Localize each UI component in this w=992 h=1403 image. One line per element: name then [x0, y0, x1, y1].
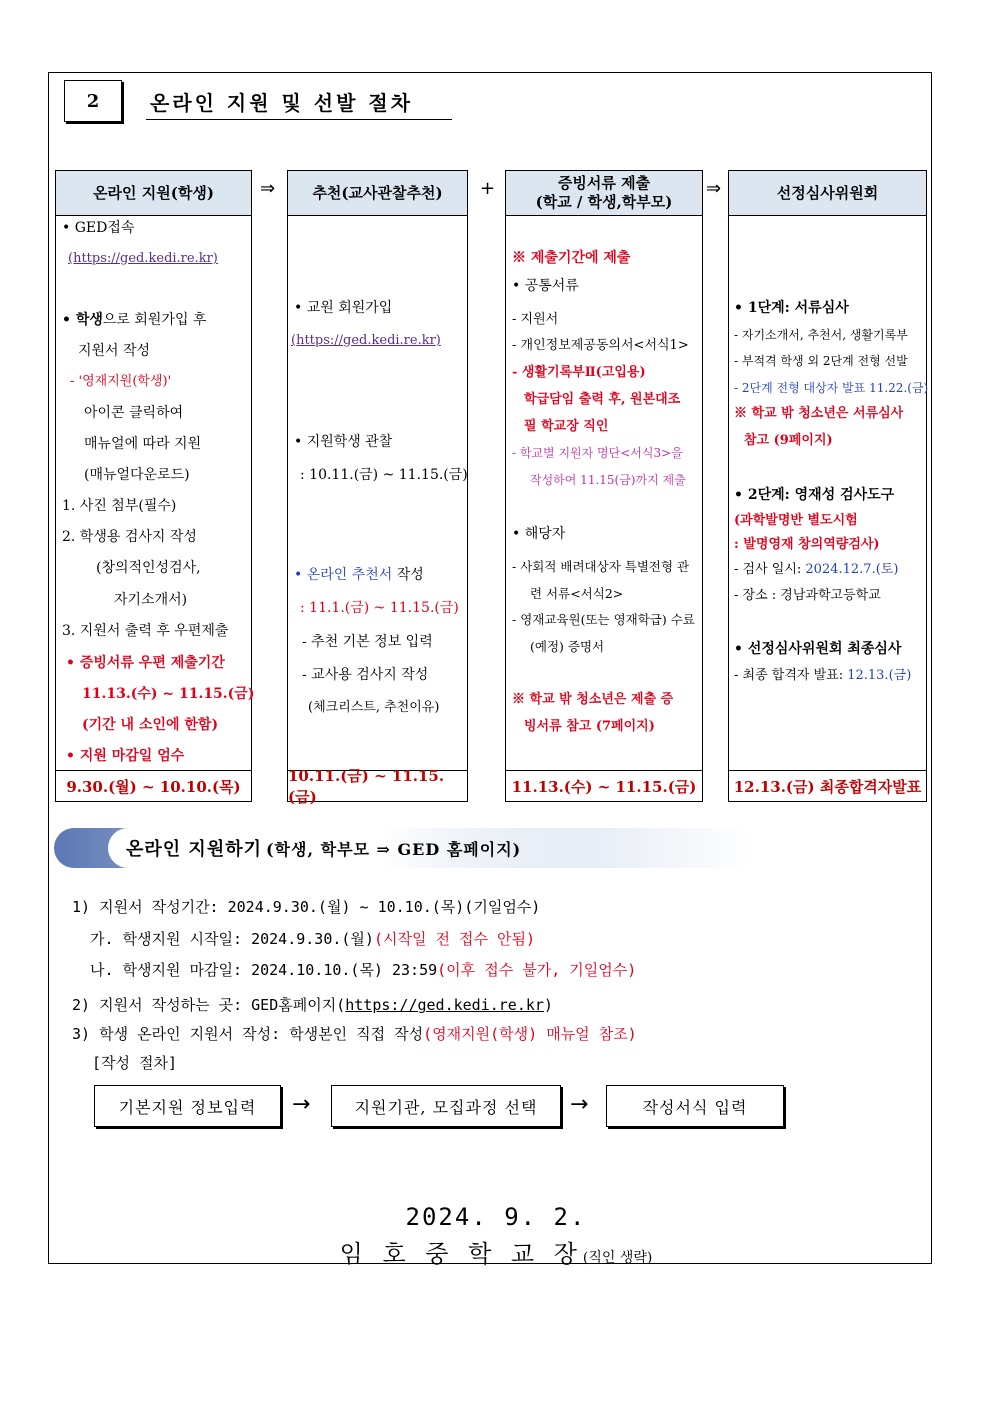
text-line: 11.13.(수) ~ 11.15.(금) — [82, 686, 255, 702]
column-header-line: (학교 / 학생,학부모) — [535, 193, 673, 211]
step-arrow: → — [292, 1092, 311, 1117]
text-line: (기간 내 소인에 한함) — [82, 717, 219, 733]
text-line: 2. 학생용 검사지 작성 — [62, 529, 197, 545]
text-line: - 개인정보제공동의서<서식1> — [512, 338, 689, 353]
text-line: • 선정심사위원회 최종심사 — [734, 641, 902, 657]
text-line: (예정) 증명서 — [530, 639, 605, 654]
text-line: - 부적격 학생 외 2단계 전형 선발 — [734, 354, 908, 368]
text-line: • GED접속 — [62, 220, 135, 236]
banner-main: 온라인 지원하기 — [126, 839, 262, 860]
text-blue: 2024.12.7.(토) — [805, 562, 899, 577]
text-line — [294, 566, 424, 584]
text-line: - 생활기록부Ⅱ(고입용) — [512, 365, 646, 380]
body-text-red: (영재지원(학생) 매뉴얼 참조) — [423, 1025, 637, 1043]
plus-sign: + — [480, 178, 496, 199]
arrow-2: ⇒ — [706, 178, 722, 199]
text-line: 작성 — [392, 567, 424, 583]
text-line: 학급담임 출력 후, 원본대조 — [524, 392, 681, 407]
step-form-input: 작성서식 입력 — [606, 1085, 784, 1127]
text-line: • 지원 마감일 엄수 — [66, 748, 185, 764]
text-line — [62, 311, 206, 329]
section-number: 2 — [64, 80, 122, 122]
text-line: : 10.11.(금) ~ 11.15.(금) — [300, 467, 468, 483]
banner-title — [108, 828, 608, 868]
text-line: (매뉴얼다운로드) — [84, 467, 190, 483]
body-line — [72, 994, 553, 1015]
text-line — [734, 667, 911, 685]
text-line: - 자기소개서, 추천서, 생활기록부 — [734, 328, 908, 342]
body-line: [작성 절차] — [92, 1054, 178, 1072]
text-line: - 최종 합격자 발표: — [734, 668, 848, 683]
step-select-institution: 지원기관, 모집과정 선택 — [331, 1085, 561, 1127]
text-line: 지원서 작성 — [78, 343, 151, 359]
text-line: - '영재지원(학생)' — [70, 374, 172, 389]
signer-line — [0, 1234, 992, 1269]
text-line: - 학교별 지원자 명단<서식3>을 — [512, 446, 683, 460]
text-line: : 발명영재 창의역량검사) — [734, 537, 880, 552]
ged-link[interactable]: (https://ged.kedi.re.kr) — [291, 333, 441, 348]
body-line — [90, 928, 535, 949]
text-blue: • 온라인 추천서 — [294, 567, 393, 583]
signer-name: 임 호 중 학 교 장 — [339, 1240, 583, 1268]
body-text: 2) 지원서 작성하는 곳: GED홈페이지( — [72, 996, 346, 1014]
text-line: 매뉴얼에 따라 지원 — [84, 436, 202, 452]
ged-link[interactable]: (https://ged.kedi.re.kr) — [68, 251, 218, 266]
body-text: ) — [543, 996, 553, 1014]
section-title: 온라인 지원 및 선발 절차 — [146, 84, 452, 120]
text-line: - 영재교육원(또는 영재학급) 수료 — [512, 612, 695, 627]
body-text: 나. 학생지원 마감일: 2024.10.10.(목) 23:59 — [90, 961, 438, 979]
column-header — [506, 171, 702, 216]
column-period: 11.13.(수) ~ 11.15.(금) — [506, 770, 702, 801]
text-line: - 장소 : 경남과학고등학교 — [734, 588, 881, 603]
text-line: (창의적인성검사, — [96, 560, 201, 576]
text-line: • 해당자 — [512, 526, 566, 542]
text-line: - 2단계 전형 대상자 발표 11.22.(금) — [734, 381, 929, 395]
text-line: • 공통서류 — [512, 278, 579, 294]
text-blue: 12.13.(금) — [847, 668, 912, 683]
text-line: • 증빙서류 우편 제출기간 — [66, 655, 225, 671]
column-period: 12.13.(금) 최종합격자발표 — [729, 770, 926, 801]
column-period: 9.30.(월) ~ 10.10.(목) — [56, 770, 251, 801]
column-period: 10.11.(금) ~ 11.15.(금) — [288, 770, 467, 801]
text-line: - 교사용 검사지 작성 — [302, 667, 429, 683]
text-bold: • 학생 — [62, 312, 103, 328]
column-header-line: 증빙서류 제출 — [557, 174, 651, 192]
text-line: 작성하여 11.15(금)까지 제출 — [530, 473, 686, 487]
column-header: 추천(교사관찰추천) — [288, 171, 467, 216]
text-line: • 교원 회원가입 — [294, 300, 393, 316]
seal-note: (직인 생략) — [582, 1250, 653, 1266]
text-line: 으로 회원가입 후 — [102, 312, 207, 328]
text-line: : 11.1.(금) ~ 11.15.(금) — [300, 600, 459, 616]
body-line: 1) 지원서 작성기간: 2024.9.30.(월) ~ 10.10.(목)(기일엄수) — [72, 898, 541, 916]
text-line: - 지원서 — [512, 312, 559, 327]
body-line — [90, 959, 636, 980]
text-line: ※ 학교 밖 청소년은 서류심사 — [734, 406, 904, 421]
column-header: 온라인 지원(학생) — [56, 171, 251, 216]
column-header: 선정심사위원회 — [729, 171, 926, 216]
text-line: • 1단계: 서류심사 — [734, 300, 849, 316]
text-line: 아이콘 클릭하여 — [84, 405, 184, 421]
body-text: 가. 학생지원 시작일: 2024.9.30.(월) — [90, 930, 374, 948]
arrow-1: ⇒ — [260, 178, 276, 199]
banner-sub: (학생, 학부모 ⇒ GED 홈페이지) — [265, 839, 522, 859]
text-line: - 추천 기본 정보 입력 — [302, 634, 433, 650]
text-line: 1. 사진 첨부(필수) — [62, 498, 177, 514]
text-line: • 지원학생 관찰 — [294, 434, 393, 450]
text-line: ※ 제출기간에 제출 — [512, 250, 631, 266]
body-text-red: (이후 접수 불가, 기일엄수) — [437, 961, 637, 979]
text-line: 필 학교장 직인 — [524, 419, 609, 434]
body-text-red: (시작일 전 접수 안됨) — [373, 930, 536, 948]
ged-link[interactable]: https://ged.kedi.re.kr — [345, 996, 544, 1014]
text-line: - 사회적 배려대상자 특별전형 관 — [512, 559, 690, 574]
text-line: ※ 학교 밖 청소년은 제출 증 — [512, 692, 674, 707]
text-line — [734, 561, 898, 579]
step-arrow: → — [570, 1092, 589, 1117]
text-line: 련 서류<서식2> — [530, 586, 624, 601]
text-line: 3. 지원서 출력 후 우편제출 — [62, 623, 229, 639]
text-line: • 2단계: 영재성 검사도구 — [734, 487, 895, 503]
body-line — [72, 1023, 637, 1044]
text-line: (과학발명반 별도시험 — [734, 513, 858, 528]
step-basic-info: 기본지원 정보입력 — [94, 1085, 281, 1127]
text-line: (체크리스트, 추천이유) — [308, 700, 440, 715]
text-line: 빙서류 참고 (7페이지) — [524, 719, 655, 734]
text-line: 자기소개서) — [114, 592, 188, 608]
text-line: 참고 (9페이지) — [744, 433, 833, 448]
text-line: - 검사 일시: — [734, 562, 806, 577]
document-date: 2024. 9. 2. — [405, 1203, 587, 1231]
body-text: 3) 학생 온라인 지원서 작성: 학생본인 직접 작성 — [72, 1025, 424, 1043]
